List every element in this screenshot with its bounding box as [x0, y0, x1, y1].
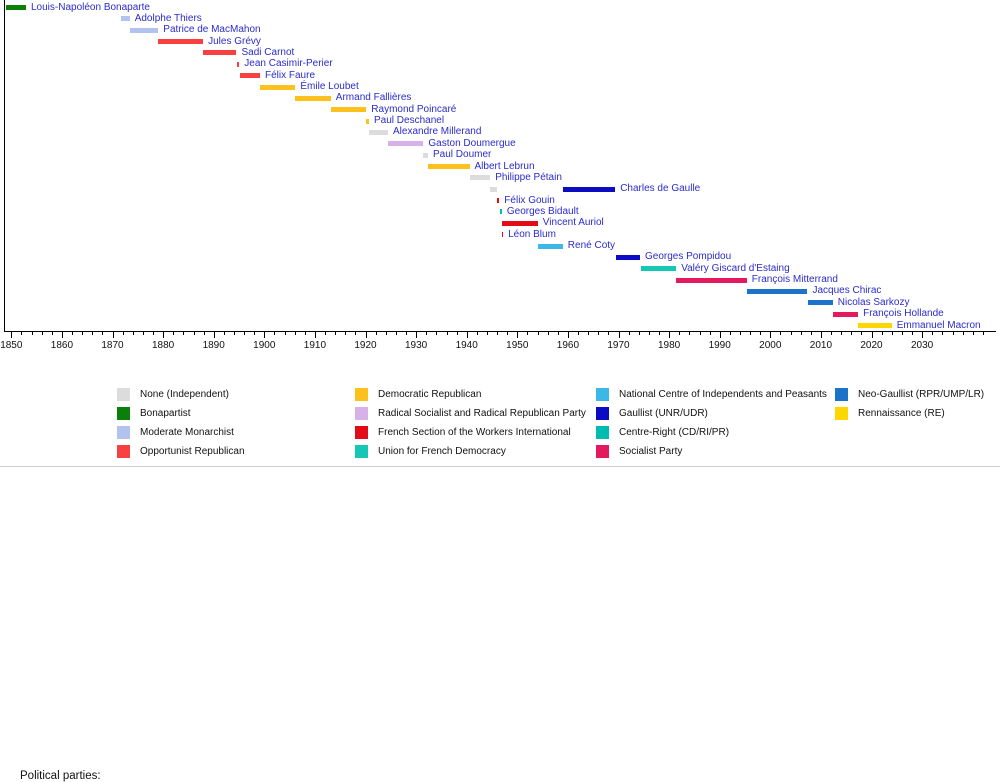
legend-swatch — [835, 388, 848, 401]
x-axis-minor-tick — [902, 331, 903, 335]
term-bar — [502, 221, 537, 226]
x-axis-minor-tick — [841, 331, 842, 335]
x-axis-major-tick — [264, 331, 265, 338]
term-bar — [428, 164, 470, 169]
x-axis-minor-tick — [274, 331, 275, 335]
x-axis-tick-label: 1960 — [556, 340, 580, 351]
x-axis-minor-tick — [538, 331, 539, 335]
term-bar — [295, 96, 330, 101]
legend-label: French Section of the Workers International — [378, 427, 571, 438]
x-axis-minor-tick — [710, 331, 711, 335]
term-bar — [366, 119, 369, 124]
president-label: Valéry Giscard d'Estaing — [681, 262, 790, 274]
x-axis-minor-tick — [426, 331, 427, 335]
legend-label: Neo-Gaullist (RPR/UMP/LR) — [858, 389, 985, 400]
x-axis-major-tick — [315, 331, 316, 338]
x-axis-minor-tick — [254, 331, 255, 335]
term-bar — [6, 5, 26, 10]
x-axis-major-tick — [11, 331, 12, 338]
x-axis-minor-tick — [639, 331, 640, 335]
x-axis-minor-tick — [376, 331, 377, 335]
president-label: Sadi Carnot — [241, 46, 295, 58]
x-axis-tick-label: 1870 — [101, 340, 124, 351]
x-axis-tick-label: 1930 — [404, 340, 428, 351]
x-axis-minor-tick — [983, 331, 984, 335]
x-axis-minor-tick — [82, 331, 83, 335]
president-label: Armand Fallières — [335, 92, 412, 104]
plot-area — [0, 0, 1000, 360]
x-axis-minor-tick — [861, 331, 862, 335]
legend-label: Gaullist (UNR/UDR) — [619, 408, 708, 419]
legend-label: National Centre of Independents and Peasants — [619, 389, 827, 400]
x-axis-minor-tick — [558, 331, 559, 335]
legend-label: None (Independent) — [140, 389, 229, 400]
legend-swatch — [596, 426, 609, 439]
term-bar — [808, 300, 833, 305]
president-label: Alexandre Millerand — [393, 126, 482, 138]
x-axis-minor-tick — [295, 331, 296, 335]
x-axis-major-tick — [163, 331, 164, 338]
legend-swatch — [355, 445, 368, 458]
x-axis-major-tick — [416, 331, 417, 338]
x-axis-major-tick — [113, 331, 114, 338]
legend-swatch — [355, 388, 368, 401]
legend-swatch — [596, 407, 609, 420]
x-axis-minor-tick — [932, 331, 933, 335]
x-axis-minor-tick — [608, 331, 609, 335]
x-axis-minor-tick — [52, 331, 53, 335]
x-axis-tick-label: 2020 — [860, 340, 883, 351]
legend-swatch — [117, 388, 130, 401]
x-axis-minor-tick — [244, 331, 245, 335]
president-label: Émile Loubet — [300, 81, 359, 92]
term-bar — [490, 187, 497, 192]
president-label: Adolphe Thiers — [134, 12, 202, 24]
x-axis-minor-tick — [224, 331, 225, 335]
x-axis-minor-tick — [659, 331, 660, 335]
term-bar — [747, 289, 808, 294]
x-axis-minor-tick — [477, 331, 478, 335]
x-axis-major-tick — [517, 331, 518, 338]
legend-swatch — [355, 426, 368, 439]
term-bar — [497, 198, 499, 203]
x-axis-minor-tick — [335, 331, 336, 335]
x-axis-minor-tick — [325, 331, 326, 335]
x-axis-major-tick — [467, 331, 468, 338]
x-axis-minor-tick — [234, 331, 235, 335]
y-axis-line — [4, 0, 5, 331]
president-label: Patrice de MacMahon — [163, 24, 261, 36]
x-axis-minor-tick — [780, 331, 781, 335]
x-axis-major-tick — [821, 331, 822, 338]
x-axis-minor-tick — [882, 331, 883, 335]
x-axis-minor-tick — [507, 331, 508, 335]
x-axis-minor-tick — [578, 331, 579, 335]
x-axis-minor-tick — [72, 331, 73, 335]
president-label: Vincent Auriol — [542, 217, 604, 229]
term-bar — [833, 312, 858, 317]
president-label: Philippe Pétain — [495, 171, 562, 183]
x-axis-tick-label: 1940 — [455, 340, 478, 351]
x-axis-minor-tick — [649, 331, 650, 335]
president-label: Georges Pompidou — [645, 251, 732, 263]
term-bar — [423, 153, 428, 158]
x-axis-minor-tick — [42, 331, 43, 335]
term-bar — [470, 175, 491, 180]
term-bar — [158, 39, 203, 44]
x-axis-tick-label: 1910 — [303, 340, 327, 351]
x-axis-tick-label: 1880 — [151, 340, 175, 351]
x-axis-minor-tick — [892, 331, 893, 335]
x-axis-tick-label: 2010 — [809, 340, 833, 351]
legend — [0, 382, 1000, 782]
x-axis-minor-tick — [548, 331, 549, 335]
x-axis-minor-tick — [153, 331, 154, 335]
x-axis-tick-label: 1990 — [708, 340, 731, 351]
x-axis-major-tick — [872, 331, 873, 338]
term-bar — [203, 50, 236, 55]
x-axis-major-tick — [669, 331, 670, 338]
legend-swatch — [117, 407, 130, 420]
president-label: René Coty — [567, 240, 616, 251]
x-axis-tick-label: 1850 — [0, 340, 23, 351]
x-axis-minor-tick — [953, 331, 954, 335]
x-axis-minor-tick — [305, 331, 306, 335]
x-axis-major-tick — [619, 331, 620, 338]
x-axis-tick-label: 1900 — [253, 340, 276, 351]
legend-label: Opportunist Republican — [140, 446, 245, 457]
term-bar — [388, 141, 423, 146]
legend-swatch — [117, 426, 130, 439]
x-axis-minor-tick — [143, 331, 144, 335]
x-axis-major-tick — [62, 331, 63, 338]
term-bar — [130, 28, 159, 33]
term-bar — [563, 187, 615, 192]
x-axis-minor-tick — [679, 331, 680, 335]
legend-label: Centre-Right (CD/RI/PR) — [619, 427, 730, 438]
term-bar — [858, 323, 892, 328]
x-axis-minor-tick — [92, 331, 93, 335]
term-bar — [502, 232, 503, 237]
x-axis-minor-tick — [942, 331, 943, 335]
legend-label: Socialist Party — [619, 446, 683, 457]
x-axis-minor-tick — [629, 331, 630, 335]
president-label: Raymond Poincaré — [371, 103, 457, 115]
x-axis-minor-tick — [396, 331, 397, 335]
x-axis-minor-tick — [689, 331, 690, 335]
president-label: Félix Gouin — [504, 194, 555, 206]
term-bar — [331, 107, 366, 112]
x-axis-major-tick — [568, 331, 569, 338]
x-axis-minor-tick — [133, 331, 134, 335]
legend-label: Rennaissance (RE) — [858, 408, 945, 419]
term-bar — [500, 209, 502, 214]
legend-label: Union for French Democracy — [378, 446, 506, 457]
x-axis-minor-tick — [912, 331, 913, 335]
x-axis-minor-tick — [801, 331, 802, 335]
x-axis-major-tick — [770, 331, 771, 338]
x-axis-minor-tick — [973, 331, 974, 335]
president-label: Louis-Napoléon Bonaparte — [31, 1, 150, 13]
x-axis-tick-label: 1950 — [506, 340, 529, 351]
x-axis-minor-tick — [700, 331, 701, 335]
x-axis-minor-tick — [598, 331, 599, 335]
x-axis-minor-tick — [750, 331, 751, 335]
legend-swatch — [596, 445, 609, 458]
x-axis-minor-tick — [831, 331, 832, 335]
x-axis-tick-label: 1860 — [50, 340, 74, 351]
president-label: Félix Faure — [265, 69, 316, 81]
x-axis-minor-tick — [436, 331, 437, 335]
legend-title: Political parties: — [20, 770, 101, 782]
x-axis-minor-tick — [447, 331, 448, 335]
x-axis-tick-label: 2030 — [910, 340, 934, 351]
x-axis-tick-label: 2000 — [759, 340, 782, 351]
president-label: Paul Doumer — [433, 149, 492, 161]
x-axis-minor-tick — [457, 331, 458, 335]
legend-label: Radical Socialist and Radical Republican Party — [378, 408, 586, 419]
x-axis-minor-tick — [345, 331, 346, 335]
x-axis-major-tick — [214, 331, 215, 338]
x-axis-minor-tick — [183, 331, 184, 335]
x-axis-tick-label: 1920 — [354, 340, 377, 351]
x-axis-minor-tick — [194, 331, 195, 335]
legend-swatch — [117, 445, 130, 458]
legend-label: Bonapartist — [140, 408, 191, 419]
x-axis-major-tick — [720, 331, 721, 338]
x-axis-minor-tick — [811, 331, 812, 335]
bottom-divider — [0, 466, 1000, 467]
x-axis-minor-tick — [527, 331, 528, 335]
president-label: Georges Bidault — [506, 205, 579, 217]
x-axis-minor-tick — [204, 331, 205, 335]
term-bar — [538, 244, 563, 249]
term-bar — [260, 85, 295, 90]
term-bar — [616, 255, 640, 260]
x-axis-minor-tick — [963, 331, 964, 335]
president-label: Emmanuel Macron — [896, 319, 981, 331]
president-label: Jacques Chirac — [812, 285, 882, 297]
x-axis-minor-tick — [21, 331, 22, 335]
president-label: Jules Grévy — [208, 35, 261, 47]
x-axis-minor-tick — [740, 331, 741, 335]
x-axis-minor-tick — [851, 331, 852, 335]
x-axis-minor-tick — [173, 331, 174, 335]
legend-swatch — [835, 407, 848, 420]
x-axis-minor-tick — [487, 331, 488, 335]
x-axis-major-tick — [366, 331, 367, 338]
x-axis-tick-label: 1970 — [607, 340, 630, 351]
legend-label: Democratic Republican — [378, 389, 482, 400]
x-axis-tick-label: 1890 — [202, 340, 225, 351]
x-axis-major-tick — [922, 331, 923, 338]
term-bar — [369, 130, 388, 135]
term-bar — [121, 16, 130, 21]
x-axis-minor-tick — [588, 331, 589, 335]
president-label: Charles de Gaulle — [620, 183, 701, 195]
president-label: Paul Deschanel — [374, 115, 445, 127]
x-axis-minor-tick — [355, 331, 356, 335]
president-label: Gaston Doumergue — [428, 137, 516, 149]
legend-swatch — [355, 407, 368, 420]
president-label: Jean Casimir-Perier — [244, 58, 333, 70]
legend-swatch — [596, 388, 609, 401]
president-label: Nicolas Sarkozy — [837, 296, 910, 308]
term-bar — [240, 73, 261, 78]
x-axis-minor-tick — [386, 331, 387, 335]
term-bar — [676, 278, 747, 283]
president-label: François Hollande — [863, 308, 944, 320]
x-axis-tick-label: 1980 — [657, 340, 681, 351]
president-label: Léon Blum — [508, 228, 556, 240]
x-axis-minor-tick — [760, 331, 761, 335]
legend-label: Moderate Monarchist — [140, 427, 234, 438]
x-axis-minor-tick — [102, 331, 103, 335]
president-label: Albert Lebrun — [474, 160, 535, 172]
x-axis-minor-tick — [497, 331, 498, 335]
x-axis-minor-tick — [123, 331, 124, 335]
x-axis-minor-tick — [285, 331, 286, 335]
x-axis-minor-tick — [32, 331, 33, 335]
x-axis-minor-tick — [730, 331, 731, 335]
president-label: François Mitterrand — [751, 274, 838, 286]
x-axis-minor-tick — [406, 331, 407, 335]
term-bar — [641, 266, 676, 271]
term-bar — [237, 62, 240, 67]
x-axis-minor-tick — [791, 331, 792, 335]
